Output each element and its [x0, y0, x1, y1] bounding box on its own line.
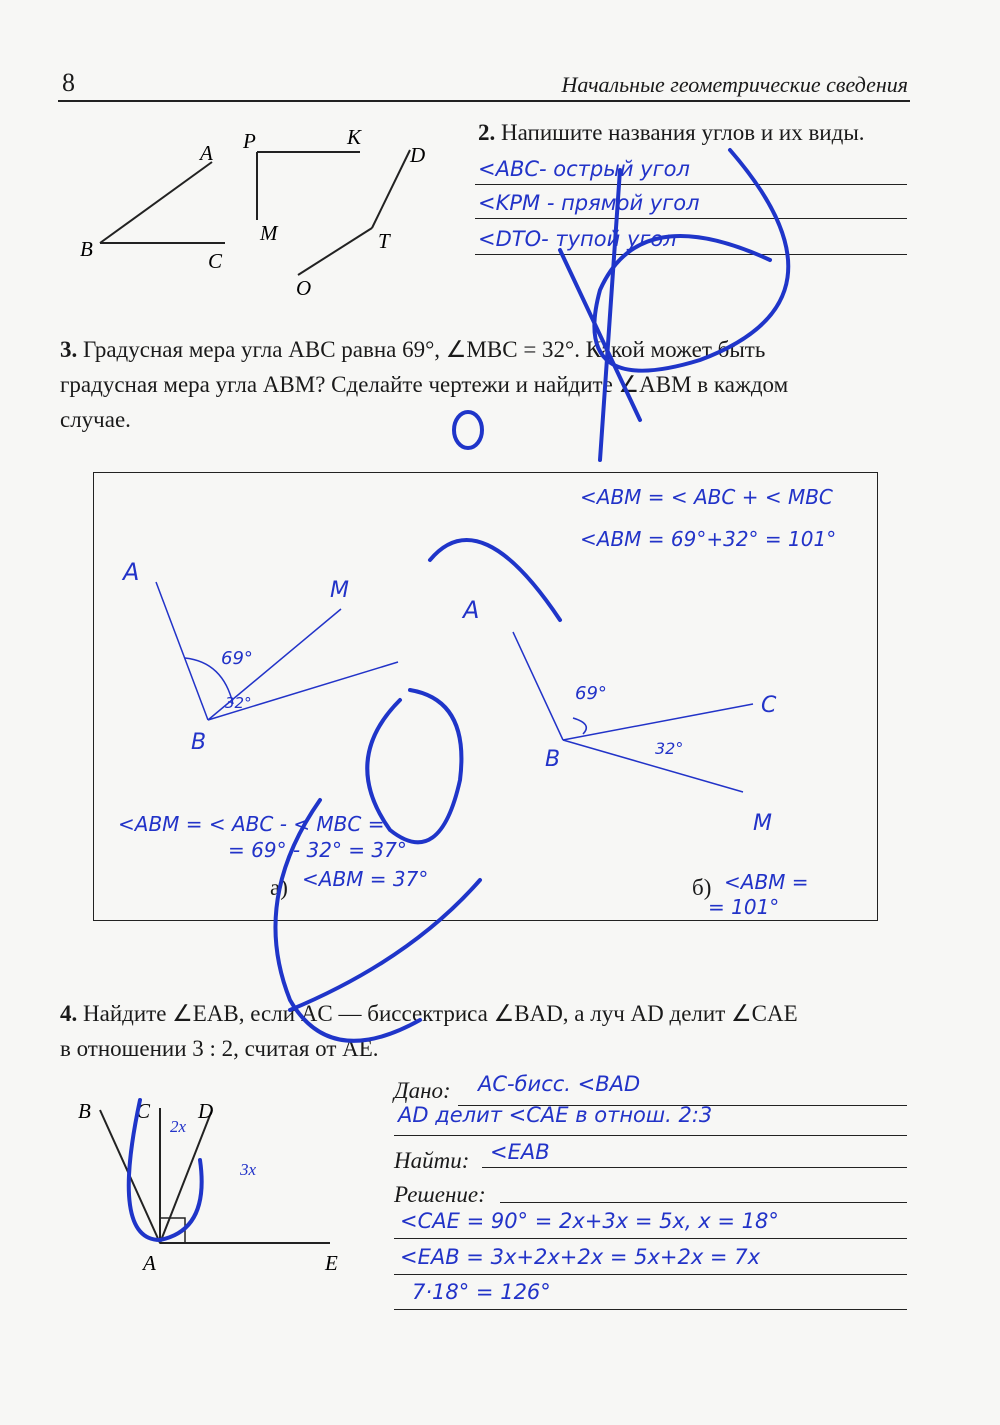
point-label-c: C — [208, 249, 223, 273]
given-hw-2: AD делит <CAE в отнош. 2:3 — [398, 1103, 713, 1127]
given-label: Дано: — [394, 1078, 451, 1103]
point-label-p: P — [243, 129, 256, 153]
point-label-e4: E — [325, 1251, 338, 1275]
hw-formula-1: <ABM = < ABC + < MBC — [580, 485, 833, 509]
find-label: Найти: — [394, 1148, 470, 1173]
form-line — [394, 1135, 907, 1136]
hw-answer-b-1: <ABM = — [724, 870, 809, 894]
form-line — [482, 1167, 907, 1168]
task4-number: 4. — [60, 1001, 78, 1026]
answer-line — [475, 184, 907, 185]
task3-text-line3: случае. — [60, 407, 131, 432]
form-line — [500, 1202, 907, 1203]
hw-left-1: <ABM = < ABC - < MBC = — [118, 812, 385, 836]
form-line — [394, 1274, 907, 1275]
hw-formula-2: <ABM = 69°+32° = 101° — [580, 527, 837, 551]
point-label-m: M — [260, 221, 278, 245]
point-label-a4: A — [143, 1251, 156, 1275]
task2-text: Напишите названия углов и их виды. — [501, 120, 865, 145]
hw-angle-32-left: 32° — [225, 694, 252, 712]
hw-mark-2x: 2x — [170, 1117, 187, 1136]
task2-answer-3: <DTO- тупой угол — [478, 227, 677, 251]
task2-prompt — [478, 115, 865, 150]
given-hw-1: AC-бисс. <BAD — [478, 1072, 641, 1096]
point-label-t: T — [378, 229, 390, 253]
task4-text-line1: Найдите ∠EAB, если AC — биссектриса ∠BAD, а луч AD делит ∠CAE — [83, 1001, 798, 1026]
point-label-b4: B — [78, 1099, 91, 1123]
header-rule — [58, 100, 910, 102]
hw-point-a-left: A — [123, 558, 140, 586]
hw-point-c-right: C — [761, 693, 777, 718]
point-label-d4: D — [198, 1099, 214, 1123]
hw-angle-69-left: 69° — [221, 648, 253, 669]
point-label-k: K — [347, 125, 362, 149]
form-line — [394, 1238, 907, 1239]
task2-number: 2. — [478, 120, 496, 145]
solution-label: Решение: — [394, 1182, 486, 1207]
point-label-b: B — [80, 237, 93, 261]
hw-point-m-left: M — [330, 578, 349, 603]
answer-line — [475, 218, 907, 219]
task3-number: 3. — [60, 337, 78, 362]
hw-answer-b-2: = 101° — [708, 895, 780, 919]
task3-text-line1: Градусная мера угла ABC равна 69°, ∠MBC = 32°. Какой может быть — [83, 337, 766, 362]
task3-prompt — [60, 332, 910, 437]
point-label-d: D — [410, 143, 426, 167]
caption-b: б) — [692, 875, 712, 900]
task4-figure — [70, 1090, 370, 1280]
task2-answer-2: <KPM - прямой угол — [478, 191, 700, 215]
answer-line — [475, 254, 907, 255]
hw-angle-69-right: 69° — [575, 683, 607, 704]
hw-point-b-right: B — [545, 747, 561, 772]
task3-text-line2: градусная мера угла ABM? Сделайте чертежи и найдите ∠ABM в каждом — [60, 372, 789, 397]
caption-a: а) — [270, 875, 288, 900]
form-line — [394, 1309, 907, 1310]
solution-hw-1: <CAE = 90° = 2x+3x = 5x, x = 18° — [400, 1209, 779, 1233]
hw-left-2: = 69° - 32° = 37° — [228, 838, 407, 862]
point-label-o: O — [296, 276, 312, 300]
page-number: 8 — [62, 68, 75, 97]
task2-answer-1: <ABC- острый угол — [478, 157, 690, 181]
running-title: Начальные геометрические сведения — [561, 72, 908, 97]
point-label-a: A — [200, 141, 213, 165]
hw-angle-32-right: 32° — [655, 739, 684, 758]
hw-answer-a: <ABM = 37° — [302, 867, 429, 891]
hw-point-a-right: A — [463, 596, 480, 624]
hw-point-m-right: M — [753, 811, 772, 836]
solution-hw-2: <EAB = 3x+2x+2x = 5x+2x = 7x — [400, 1245, 760, 1269]
hw-mark-3x: 3x — [240, 1160, 257, 1179]
point-label-c4: C — [136, 1099, 151, 1123]
solution-hw-3: 7·18° = 126° — [412, 1280, 551, 1304]
task4-prompt — [60, 996, 910, 1066]
task2-angle-figures — [70, 120, 450, 300]
task4-text-line2: в отношении 3 : 2, считая от AE. — [60, 1036, 379, 1061]
find-hw: <EAB — [490, 1140, 550, 1164]
hw-point-b-left: B — [191, 730, 207, 755]
